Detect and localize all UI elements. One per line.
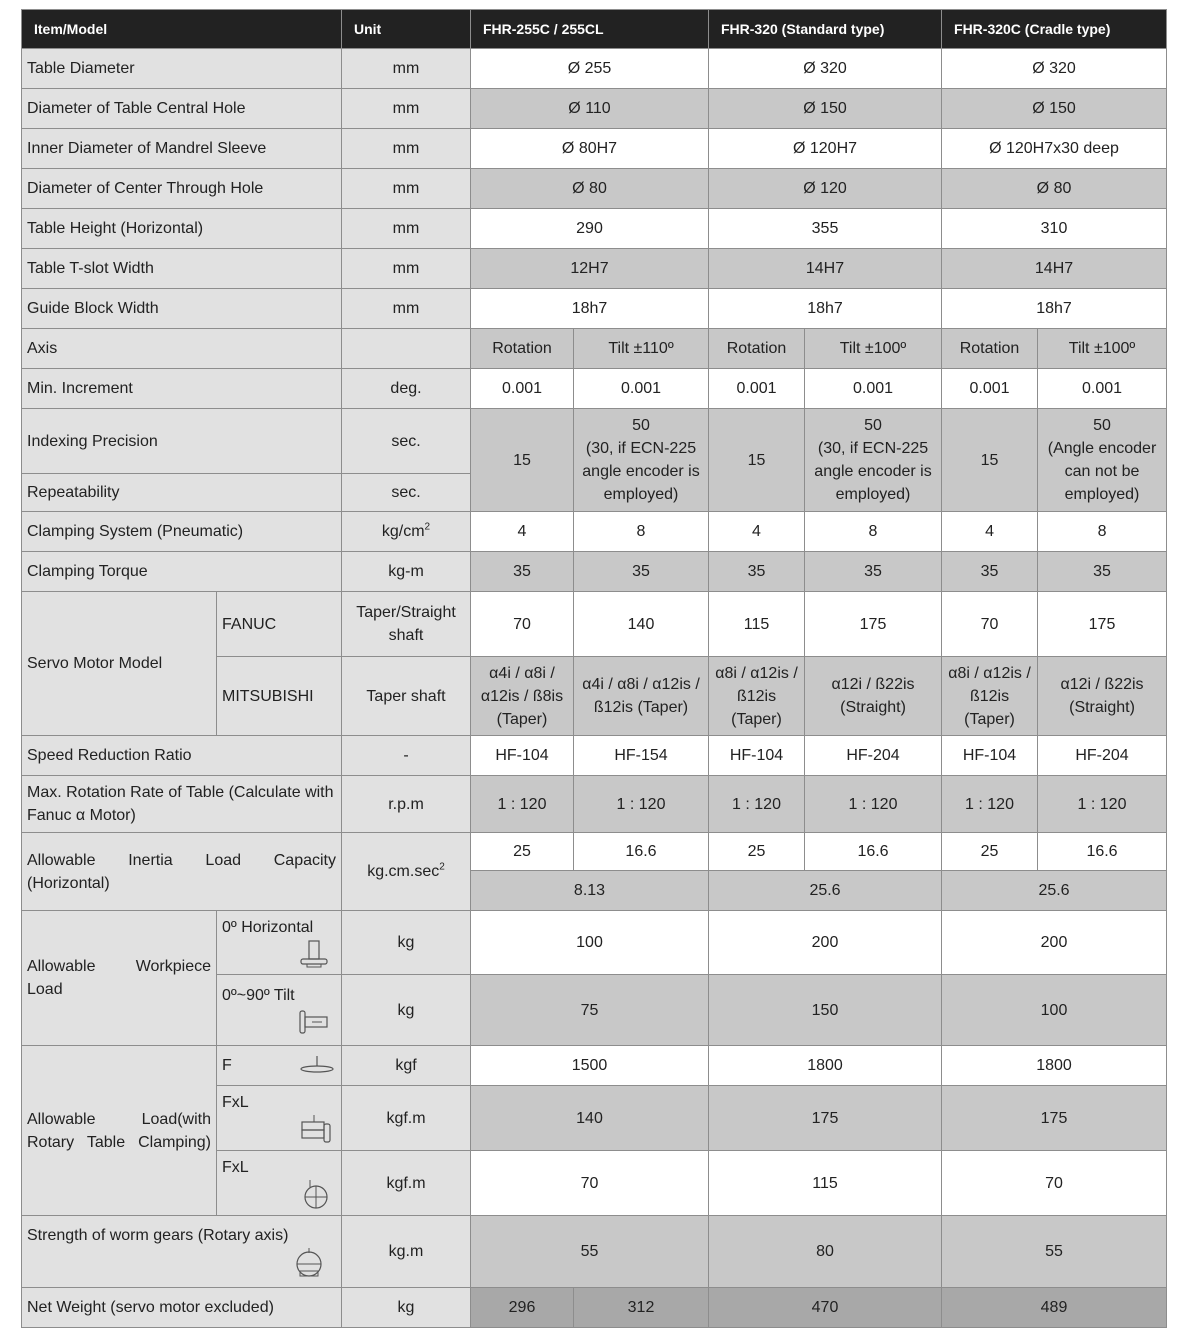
cell-value: 4	[942, 512, 1038, 552]
cell-value: 175	[805, 592, 942, 657]
row-unit: -	[342, 736, 471, 776]
row-sublabel	[217, 1086, 342, 1151]
header-item-model: Item/Model	[22, 10, 342, 49]
cell-value: 14H7	[709, 249, 942, 289]
table-row	[22, 1288, 1167, 1328]
cell-value: 1 : 120	[805, 776, 942, 833]
spec-table	[21, 9, 1167, 1328]
cell-value: 470	[709, 1288, 942, 1328]
row-label: Inner Diameter of Mandrel Sleeve	[22, 129, 342, 169]
row-unit: Taper/Straight shaft	[342, 592, 471, 657]
cell-value: 200	[709, 911, 942, 975]
table-row	[22, 209, 1167, 249]
cell-value: 35	[942, 552, 1038, 592]
cell-value: 1 : 120	[942, 776, 1038, 833]
cell-value: 12H7	[471, 249, 709, 289]
row-unit: mm	[342, 289, 471, 329]
cell-value: Ø 150	[942, 89, 1167, 129]
cell-value: α8i / α12is / ß12is (Taper)	[709, 657, 805, 736]
cell-value: 4	[471, 512, 574, 552]
table-row	[22, 911, 1167, 975]
cell-value: α12i / ß22is (Straight)	[1038, 657, 1167, 736]
unit-text: kg.cm.sec	[367, 863, 440, 880]
cell-value: 0.001	[471, 369, 574, 409]
worm-gear-icon	[294, 1247, 324, 1279]
cell-value: 115	[709, 592, 805, 657]
unit-exponent: 2	[424, 521, 431, 533]
cell-value: Ø 80H7	[471, 129, 709, 169]
tilt-load-icon	[298, 1007, 332, 1037]
row-label: Diameter of Table Central Hole	[22, 89, 342, 129]
row-label: Allowable Load(with Rotary Table Clamping)	[22, 1046, 217, 1216]
table-row	[22, 49, 1167, 89]
row-unit: deg.	[342, 369, 471, 409]
unit-text: kg/cm	[381, 523, 425, 540]
cell-value: 355	[709, 209, 942, 249]
cell-value: α4i / α8i / α12is / ß12is (Taper)	[574, 657, 709, 736]
cell-value: Ø 150	[709, 89, 942, 129]
cell-value: 115	[709, 1151, 942, 1216]
row-unit: Taper shaft	[342, 657, 471, 736]
cell-value: 100	[942, 975, 1167, 1046]
table-row	[22, 776, 1167, 833]
row-label: Speed Reduction Ratio	[22, 736, 342, 776]
cell-value: 1 : 120	[1038, 776, 1167, 833]
cell-value: HF-104	[709, 736, 805, 776]
header-model-3: FHR-320C (Cradle type)	[942, 10, 1167, 49]
row-unit: kg	[342, 911, 471, 975]
row-label: Diameter of Center Through Hole	[22, 169, 342, 209]
row-unit: mm	[342, 49, 471, 89]
cell-value: 70	[471, 592, 574, 657]
cell-value: 70	[942, 592, 1038, 657]
row-sublabel	[217, 1046, 342, 1086]
header-model-2: FHR-320 (Standard type)	[709, 10, 942, 49]
row-label: Allowable Inertia Load Capacity (Horizontal)	[22, 833, 342, 911]
cell-value: 312	[574, 1288, 709, 1328]
cell-value: 8.13	[471, 871, 709, 911]
table-row	[22, 736, 1167, 776]
row-label: Indexing Precision	[22, 409, 342, 474]
table-row	[22, 89, 1167, 129]
cell-value: Ø 320	[709, 49, 942, 89]
row-sublabel	[217, 975, 342, 1046]
cell-value: 0.001	[1038, 369, 1167, 409]
cell-value: 25	[709, 833, 805, 871]
cell-value: 290	[471, 209, 709, 249]
row-unit: kg	[342, 1288, 471, 1328]
cell-value: 35	[574, 552, 709, 592]
horizontal-load-icon	[298, 939, 332, 969]
row-unit	[342, 833, 471, 911]
cell-value: α8i / α12is / ß12is (Taper)	[942, 657, 1038, 736]
cell-value: 8	[574, 512, 709, 552]
row-label: Clamping Torque	[22, 552, 342, 592]
cell-value: 15	[942, 409, 1038, 512]
cell-value: 150	[709, 975, 942, 1046]
cell-value: 35	[1038, 552, 1167, 592]
row-sublabel: MITSUBISHI	[217, 657, 342, 736]
cell-value: 25.6	[942, 871, 1167, 911]
row-unit: sec.	[342, 409, 471, 474]
row-unit: kg-m	[342, 552, 471, 592]
row-label: Axis	[22, 329, 342, 369]
row-label-text: Strength of worm gears (Rotary axis)	[27, 1227, 289, 1244]
cell-value: 75	[471, 975, 709, 1046]
row-unit: mm	[342, 89, 471, 129]
cell-value: 16.6	[574, 833, 709, 871]
row-label: Table Diameter	[22, 49, 342, 89]
axial-force-icon	[299, 1056, 335, 1076]
cell-value: 18h7	[471, 289, 709, 329]
cell-value: 1 : 120	[471, 776, 574, 833]
row-sublabel: FANUC	[217, 592, 342, 657]
cell-value: 18h7	[709, 289, 942, 329]
cell-value: 0.001	[805, 369, 942, 409]
cell-value: 0.001	[574, 369, 709, 409]
cell-value: 14H7	[942, 249, 1167, 289]
cell-value: 55	[942, 1216, 1167, 1288]
cell-value: 140	[574, 592, 709, 657]
cell-value: 100	[471, 911, 709, 975]
cell-value: 489	[942, 1288, 1167, 1328]
cell-value: HF-204	[805, 736, 942, 776]
sublabel-text: FxL	[222, 1158, 249, 1176]
cell-value: 16.6	[805, 833, 942, 871]
cell-value: 25	[471, 833, 574, 871]
cell-value: 0.001	[942, 369, 1038, 409]
cell-value: 16.6	[1038, 833, 1167, 871]
row-unit	[342, 512, 471, 552]
table-row	[22, 289, 1167, 329]
cell-value: Ø 110	[471, 89, 709, 129]
cell-value: 70	[942, 1151, 1167, 1216]
cell-value: 8	[805, 512, 942, 552]
cell-value: Ø 80	[471, 169, 709, 209]
cell-value: 175	[1038, 592, 1167, 657]
cell-value: 310	[942, 209, 1167, 249]
table-row	[22, 1216, 1167, 1288]
row-unit: kg.m	[342, 1216, 471, 1288]
cell-value: HF-104	[942, 736, 1038, 776]
row-label: Clamping System (Pneumatic)	[22, 512, 342, 552]
row-label: Repeatability	[22, 474, 342, 512]
row-unit	[342, 329, 471, 369]
row-sublabel	[217, 911, 342, 975]
cell-value: 175	[942, 1086, 1167, 1151]
cell-value: 70	[471, 1151, 709, 1216]
row-label	[22, 1216, 342, 1288]
table-row	[22, 129, 1167, 169]
row-unit: kg	[342, 975, 471, 1046]
cell-value: 1500	[471, 1046, 709, 1086]
header-model-1: FHR-255C / 255CL	[471, 10, 709, 49]
sublabel-text: FxL	[222, 1093, 249, 1111]
cell-value: Tilt ±100º	[805, 329, 942, 369]
cell-value: 50 (30, if ECN-225 angle encoder is employed)	[805, 409, 942, 512]
table-right-border	[1166, 9, 1167, 1311]
cell-value: Rotation	[709, 329, 805, 369]
row-label: Allowable Workpiece Load	[22, 911, 217, 1046]
table-row	[22, 329, 1167, 369]
cell-value: 35	[471, 552, 574, 592]
cell-value: Tilt ±100º	[1038, 329, 1167, 369]
sublabel-text: F	[222, 1057, 232, 1074]
row-unit: mm	[342, 129, 471, 169]
cell-value: α4i / α8i / α12is / ß8is (Taper)	[471, 657, 574, 736]
row-unit: kgf.m	[342, 1151, 471, 1216]
cell-value: 140	[471, 1086, 709, 1151]
row-label: Guide Block Width	[22, 289, 342, 329]
row-unit: kgf.m	[342, 1086, 471, 1151]
cell-value: 1 : 120	[709, 776, 805, 833]
unit-exponent: 2	[439, 861, 445, 873]
cell-value: 55	[471, 1216, 709, 1288]
row-unit: sec.	[342, 474, 471, 512]
cell-value: 25.6	[709, 871, 942, 911]
row-sublabel	[217, 1151, 342, 1216]
row-label: Table Height (Horizontal)	[22, 209, 342, 249]
cell-value: Ø 80	[942, 169, 1167, 209]
row-label: Min. Increment	[22, 369, 342, 409]
cell-value: 50 (Angle encoder can not be employed)	[1038, 409, 1167, 512]
table-row	[22, 552, 1167, 592]
moment-load-icon	[298, 1114, 332, 1146]
cell-value: 1800	[942, 1046, 1167, 1086]
table-row	[22, 249, 1167, 289]
cell-value: Rotation	[471, 329, 574, 369]
cell-value: HF-204	[1038, 736, 1167, 776]
cell-value: 80	[709, 1216, 942, 1288]
cell-value: 296	[471, 1288, 574, 1328]
row-label: Net Weight (servo motor excluded)	[22, 1288, 342, 1328]
cell-value: Ø 255	[471, 49, 709, 89]
cell-value: 1800	[709, 1046, 942, 1086]
sublabel-text: 0º~90º Tilt	[222, 986, 295, 1004]
cell-value: 15	[709, 409, 805, 512]
cell-value: Ø 120H7x30 deep	[942, 129, 1167, 169]
table-row	[22, 409, 1167, 474]
row-unit: mm	[342, 209, 471, 249]
table-row	[22, 1046, 1167, 1086]
row-unit: mm	[342, 169, 471, 209]
row-unit: kgf	[342, 1046, 471, 1086]
cell-value: 35	[709, 552, 805, 592]
table-row	[22, 369, 1167, 409]
sublabel-text: 0º Horizontal	[222, 919, 314, 936]
cell-value: 4	[709, 512, 805, 552]
header-unit: Unit	[342, 10, 471, 49]
cell-value: Rotation	[942, 329, 1038, 369]
row-label: Servo Motor Model	[22, 592, 217, 736]
cell-value: HF-154	[574, 736, 709, 776]
cell-value: Ø 120	[709, 169, 942, 209]
row-label: Table T-slot Width	[22, 249, 342, 289]
row-unit: mm	[342, 249, 471, 289]
cell-value: 15	[471, 409, 574, 512]
cell-value: 50 (30, if ECN-225 angle encoder is employed)	[574, 409, 709, 512]
cell-value: 18h7	[942, 289, 1167, 329]
cell-value: Ø 320	[942, 49, 1167, 89]
cell-value: 1 : 120	[574, 776, 709, 833]
header-row	[22, 10, 1167, 49]
cell-value: Ø 120H7	[709, 129, 942, 169]
row-unit: r.p.m	[342, 776, 471, 833]
cell-value: Tilt ±110º	[574, 329, 709, 369]
table-row	[22, 512, 1167, 552]
table-row	[22, 833, 1167, 871]
cell-value: HF-104	[471, 736, 574, 776]
cell-value: 0.001	[709, 369, 805, 409]
table-row	[22, 169, 1167, 209]
row-label: Max. Rotation Rate of Table (Calculate with Fanuc α Motor)	[22, 776, 342, 833]
cell-value: 8	[1038, 512, 1167, 552]
cell-value: α12i / ß22is (Straight)	[805, 657, 942, 736]
table-row	[22, 592, 1167, 657]
cell-value: 25	[942, 833, 1038, 871]
cell-value: 200	[942, 911, 1167, 975]
tilting-moment-icon	[298, 1179, 332, 1211]
cell-value: 35	[805, 552, 942, 592]
cell-value: 175	[709, 1086, 942, 1151]
